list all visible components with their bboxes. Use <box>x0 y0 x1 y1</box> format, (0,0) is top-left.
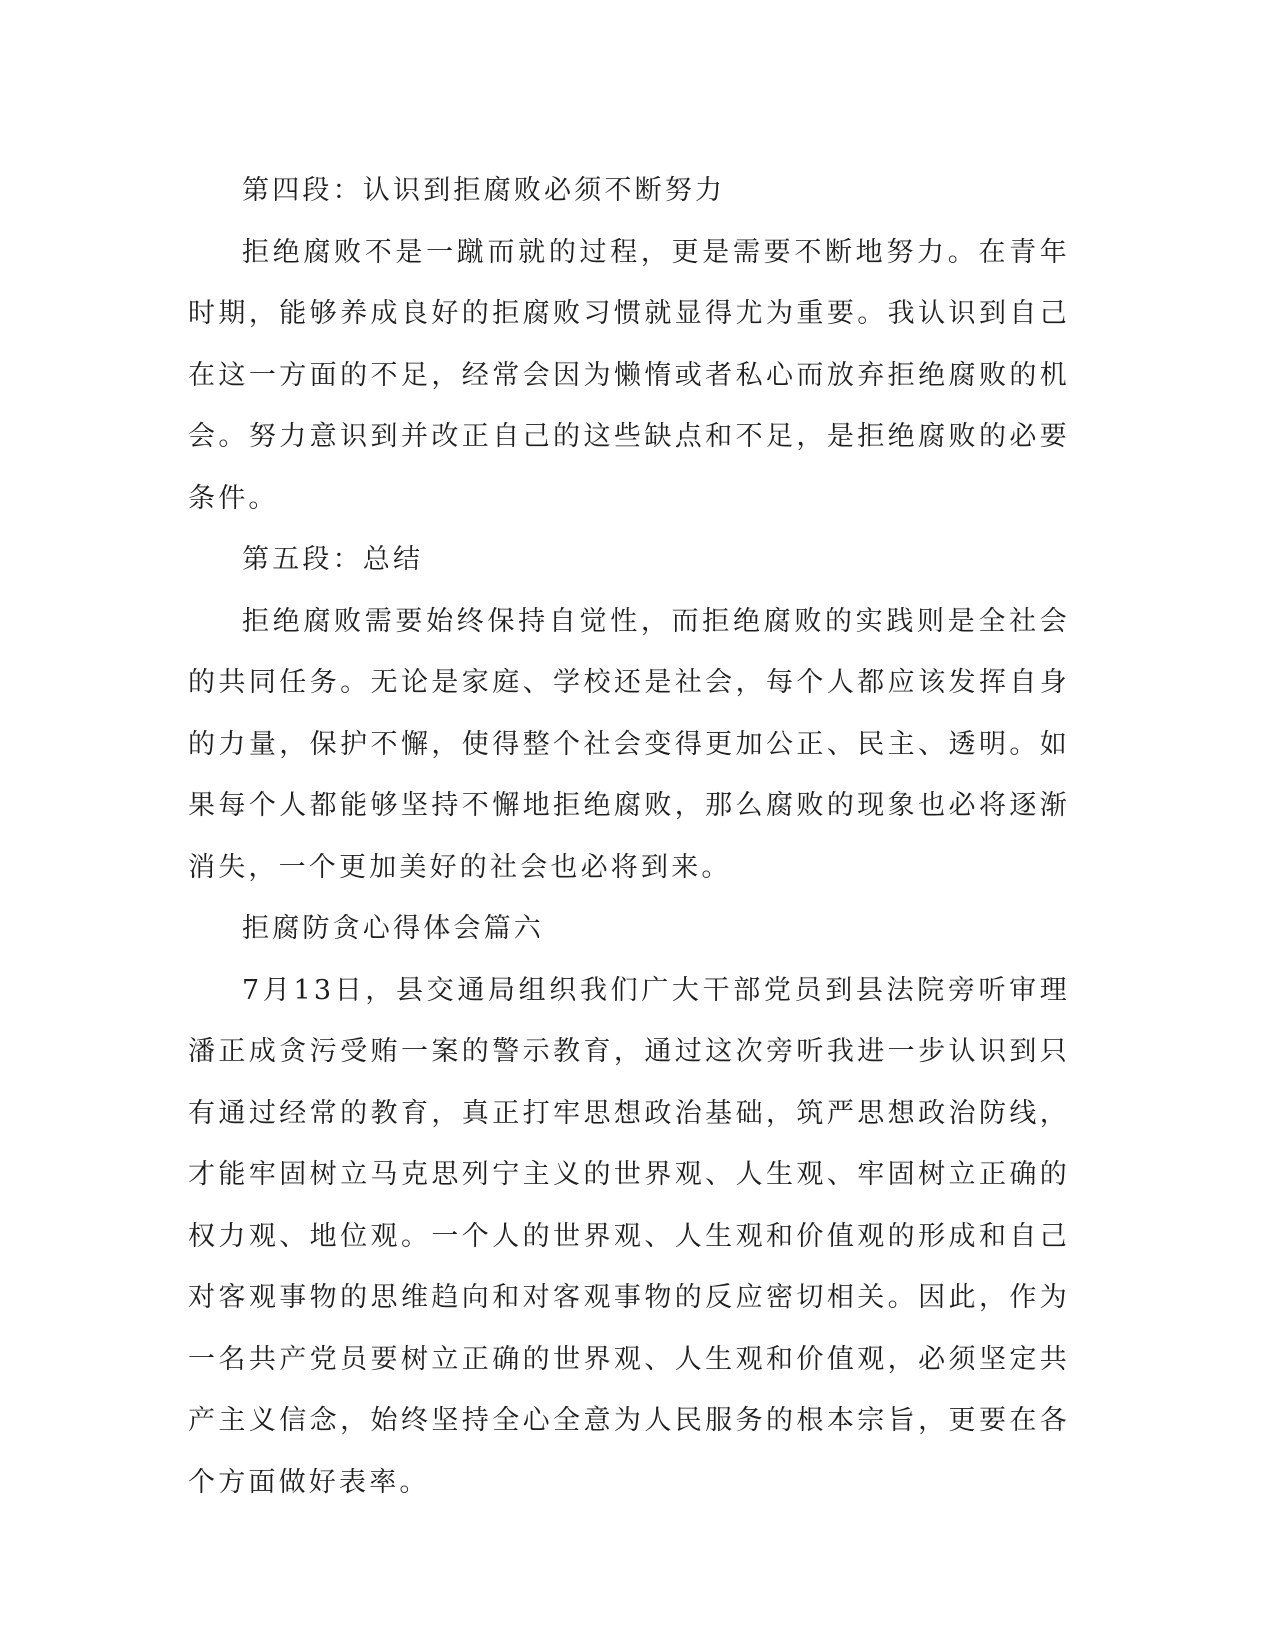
paragraph-summary: 拒绝腐败需要始终保持自觉性，而拒绝腐败的实践则是全社会的共同任务。无论是家庭、学校还是社会，每个人都应该发挥自身的力量，保护不懈，使得整个社会变得更加公正、民主、透明。如果每个人都能够坚持不懈地拒绝腐败，那么腐败的现象也必将逐渐消失，一个更加美好的社会也必将到来。 <box>188 605 1070 883</box>
document-body <box>188 160 1070 1513</box>
essay-title-part-6: 拒腐防贪心得体会篇六 <box>242 913 544 944</box>
paragraph-essay-6: 7月13日，县交通局组织我们广大干部党员到县法院旁听审理潘正成贪污受贿一案的警示教育，通过这次旁听我进一步认识到只有通过经常的教育，真正打牢思想政治基础，筑严思想政治防线，才能牢固树立马克思列宁主义的世界观、人生观、牢固树立正确的权力观、地位观。一个人的世界观、人生观和价值观的形成和自己对客观事物的思维趋向和对客观事物的反应密切相关。因此，作为一名共产党员要树立正确的世界观、人生观和价值观，必须坚定共产主义信念，始终坚持全心全意为人民服务的根本宗旨，更要在各个方面做好表率。 <box>188 974 1070 1498</box>
section-heading-4: 第四段：认识到拒腐败必须不断努力 <box>242 175 726 206</box>
section-heading-5: 第五段：总结 <box>242 544 424 575</box>
paragraph-section-4: 拒绝腐败不是一蹴而就的过程，更是需要不断地努力。在青年时期，能够养成良好的拒腐败习惯就显得尤为重要。我认识到自己在这一方面的不足，经常会因为懒惰或者私心而放弃拒绝腐败的机会。努力意识到并改正自己的这些缺点和不足，是拒绝腐败的必要条件。 <box>188 236 1070 514</box>
